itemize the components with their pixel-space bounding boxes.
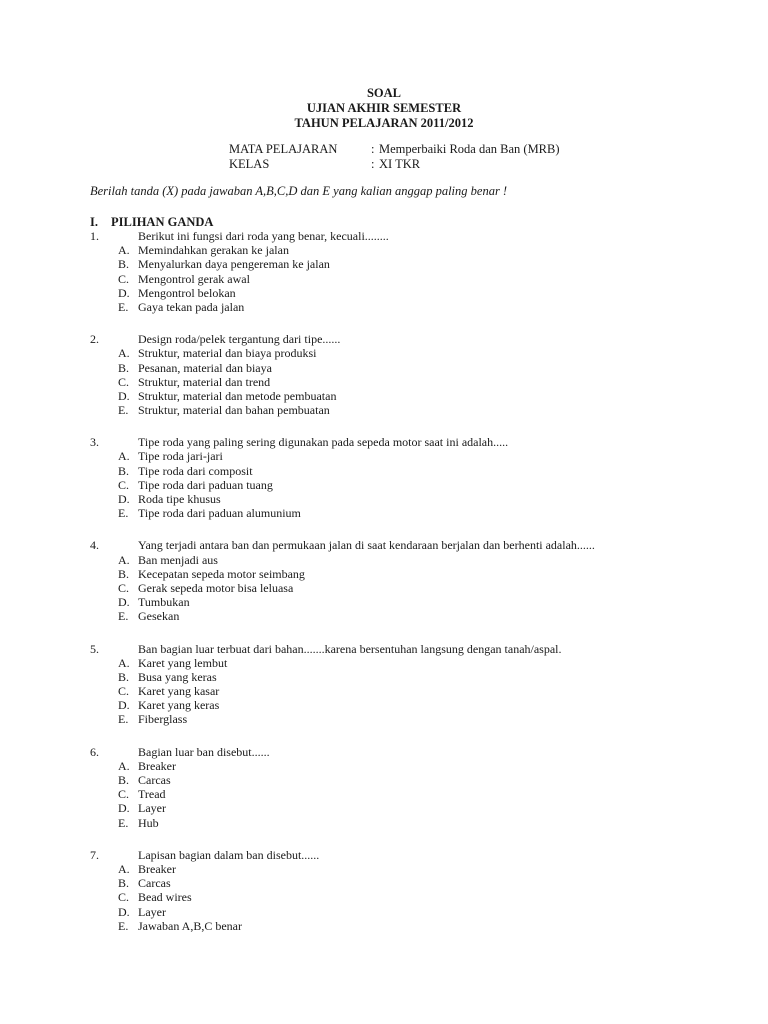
option-text: Breaker (138, 758, 176, 773)
question-text: Yang terjadi antara ban dan permukaan jalan di saat kendaraan berjalan dan berhenti adalah...... (138, 538, 595, 553)
answer-option (90, 816, 750, 830)
option-text: Fiberglass (138, 712, 188, 727)
option-letter: B. (118, 669, 130, 684)
section-number: I. (90, 215, 98, 229)
option-text: Roda tipe khusus (138, 492, 221, 506)
answer-option (90, 300, 750, 314)
option-text: Pesanan, material dan biaya (138, 360, 272, 375)
meta-row-subject (229, 142, 649, 157)
option-letter: B. (118, 257, 130, 272)
question-number: 6. (90, 744, 99, 759)
option-letter: E. (118, 609, 129, 624)
answer-option (90, 492, 750, 506)
answer-option (90, 567, 750, 581)
option-text: Gaya tekan pada jalan (138, 299, 245, 314)
option-letter: D. (118, 388, 130, 403)
option-letter: D. (118, 595, 130, 610)
option-text: Karet yang lembut (138, 655, 228, 670)
option-text: Kecepatan sepeda motor seimbang (138, 566, 305, 581)
option-text: Mengontrol belokan (138, 285, 236, 300)
option-text: Carcas (138, 773, 171, 787)
meta-label: MATA PELAJARAN (229, 142, 338, 156)
option-letter: D. (118, 698, 130, 713)
option-letter: C. (118, 580, 130, 595)
answer-option (90, 243, 750, 257)
instruction-text: Berilah tanda (X) pada jawaban A,B,C,D dan E yang kalian anggap paling benar ! (90, 184, 508, 198)
option-text: Ban menjadi aus (138, 552, 218, 567)
question-text: Berikut ini fungsi dari roda yang benar, kecuali........ (138, 229, 389, 243)
question-number: 3. (90, 435, 99, 450)
exam-name: UJIAN AKHIR SEMESTER (306, 101, 462, 115)
option-letter: B. (118, 876, 130, 891)
option-text: Gerak sepeda motor bisa leluasa (138, 580, 294, 595)
answer-option (90, 506, 750, 520)
option-text: Struktur, material dan biaya produksi (138, 346, 317, 361)
doc-title: SOAL (366, 86, 402, 100)
question-stem (90, 745, 750, 759)
option-text: Jawaban A,B,C benar (138, 918, 242, 933)
academic-year: TAHUN PELAJARAN 2011/2012 (294, 116, 474, 130)
option-letter: B. (118, 566, 130, 581)
option-letter: C. (118, 787, 130, 802)
question-text: Tipe roda yang paling sering digunakan pada sepeda motor saat ini adalah..... (138, 435, 509, 450)
option-text: Busa yang keras (138, 669, 217, 684)
option-text: Tipe roda dari composit (138, 463, 253, 478)
meta-colon: : (371, 142, 375, 156)
option-text: Tipe roda jari-jari (138, 449, 223, 464)
question-text: Design roda/pelek tergantung dari tipe...... (138, 332, 341, 347)
option-letter: B. (118, 463, 130, 478)
answer-option (90, 862, 750, 876)
answer-option (90, 684, 750, 698)
option-letter: C. (118, 374, 130, 389)
answer-option (90, 375, 750, 389)
question-text: Lapisan bagian dalam ban disebut...... (138, 847, 320, 862)
meta-colon: : (371, 157, 375, 171)
option-letter: E. (118, 506, 129, 521)
meta-label: KELAS (229, 157, 270, 171)
option-letter: A. (118, 552, 130, 567)
answer-option (90, 553, 750, 567)
option-letter: A. (118, 861, 130, 876)
option-letter: A. (118, 346, 130, 361)
meta-row-class (229, 157, 649, 172)
option-text: Struktur, material dan trend (138, 374, 271, 389)
answer-option (90, 595, 750, 609)
answer-option (90, 919, 750, 933)
answer-option (90, 272, 750, 286)
answer-option (90, 464, 750, 478)
option-letter: A. (118, 449, 130, 464)
question-6 (90, 745, 750, 830)
question-stem (90, 229, 750, 243)
answer-option (90, 449, 750, 463)
option-text: Tipe roda dari paduan tuang (138, 477, 273, 492)
option-letter: E. (118, 299, 129, 314)
question-7 (90, 848, 750, 933)
option-letter: B. (118, 773, 130, 787)
answer-option (90, 670, 750, 684)
option-letter: E. (118, 403, 129, 418)
question-stem (90, 642, 750, 656)
question-stem (90, 848, 750, 862)
option-text: Karet yang keras (138, 698, 220, 713)
option-text: Bead wires (138, 890, 192, 905)
question-number: 2. (90, 332, 99, 347)
option-text: Layer (138, 801, 166, 816)
question-stem (90, 538, 750, 552)
option-text: Carcas (138, 876, 171, 891)
question-1 (90, 229, 750, 314)
option-text: Mengontrol gerak awal (138, 271, 250, 286)
option-text: Struktur, material dan bahan pembuatan (138, 403, 330, 418)
option-letter: B. (118, 360, 130, 375)
option-text: Gesekan (138, 609, 180, 624)
option-letter: C. (118, 684, 130, 699)
option-letter: D. (118, 904, 130, 919)
answer-option (90, 905, 750, 919)
answer-option (90, 389, 750, 403)
meta-value: Memperbaiki Roda dan Ban (MRB) (379, 142, 560, 156)
option-letter: A. (118, 655, 130, 670)
option-text: Struktur, material dan metode pembuatan (138, 388, 337, 403)
answer-option (90, 890, 750, 904)
answer-option (90, 698, 750, 712)
answer-option (90, 361, 750, 375)
question-number: 5. (90, 641, 99, 656)
question-5 (90, 642, 750, 727)
question-3 (90, 435, 750, 520)
section-title: PILIHAN GANDA (111, 215, 214, 229)
answer-option (90, 403, 750, 417)
option-text: Memindahkan gerakan ke jalan (138, 243, 289, 258)
answer-option (90, 286, 750, 300)
option-letter: A. (118, 758, 130, 773)
option-text: Tumbukan (138, 595, 190, 610)
question-text: Ban bagian luar terbuat dari bahan.......karena bersentuhan langsung dengan tanah/aspal. (138, 641, 562, 656)
question-number: 1. (90, 229, 99, 243)
option-text: Tread (138, 787, 166, 802)
option-letter: E. (118, 712, 129, 727)
option-text: Tipe roda dari paduan alumunium (138, 506, 301, 521)
option-text: Breaker (138, 861, 176, 876)
option-letter: A. (118, 243, 130, 258)
option-letter: D. (118, 801, 130, 816)
answer-option (90, 609, 750, 623)
option-letter: C. (118, 890, 130, 905)
exam-meta (229, 142, 649, 172)
question-number: 4. (90, 538, 99, 553)
answer-option (90, 656, 750, 670)
question-number: 7. (90, 847, 99, 862)
answer-option (90, 478, 750, 492)
option-text: Layer (138, 904, 166, 919)
question-list (90, 229, 750, 951)
question-stem (90, 435, 750, 449)
answer-option (90, 712, 750, 726)
answer-option (90, 801, 750, 815)
question-text: Bagian luar ban disebut...... (138, 744, 270, 759)
answer-option (90, 346, 750, 360)
meta-value: XI TKR (379, 157, 421, 171)
answer-option (90, 759, 750, 773)
answer-option (90, 773, 750, 787)
option-letter: E. (118, 918, 129, 933)
answer-option (90, 581, 750, 595)
option-letter: C. (118, 271, 130, 286)
answer-option (90, 257, 750, 271)
option-text: Hub (138, 815, 159, 830)
option-letter: D. (118, 285, 130, 300)
question-2 (90, 332, 750, 417)
question-4 (90, 538, 750, 623)
option-letter: C. (118, 477, 130, 492)
option-letter: D. (118, 492, 130, 506)
option-text: Karet yang kasar (138, 684, 220, 699)
option-text: Menyalurkan daya pengereman ke jalan (138, 257, 330, 272)
answer-option (90, 787, 750, 801)
option-letter: E. (118, 815, 129, 830)
answer-option (90, 876, 750, 890)
question-stem (90, 332, 750, 346)
